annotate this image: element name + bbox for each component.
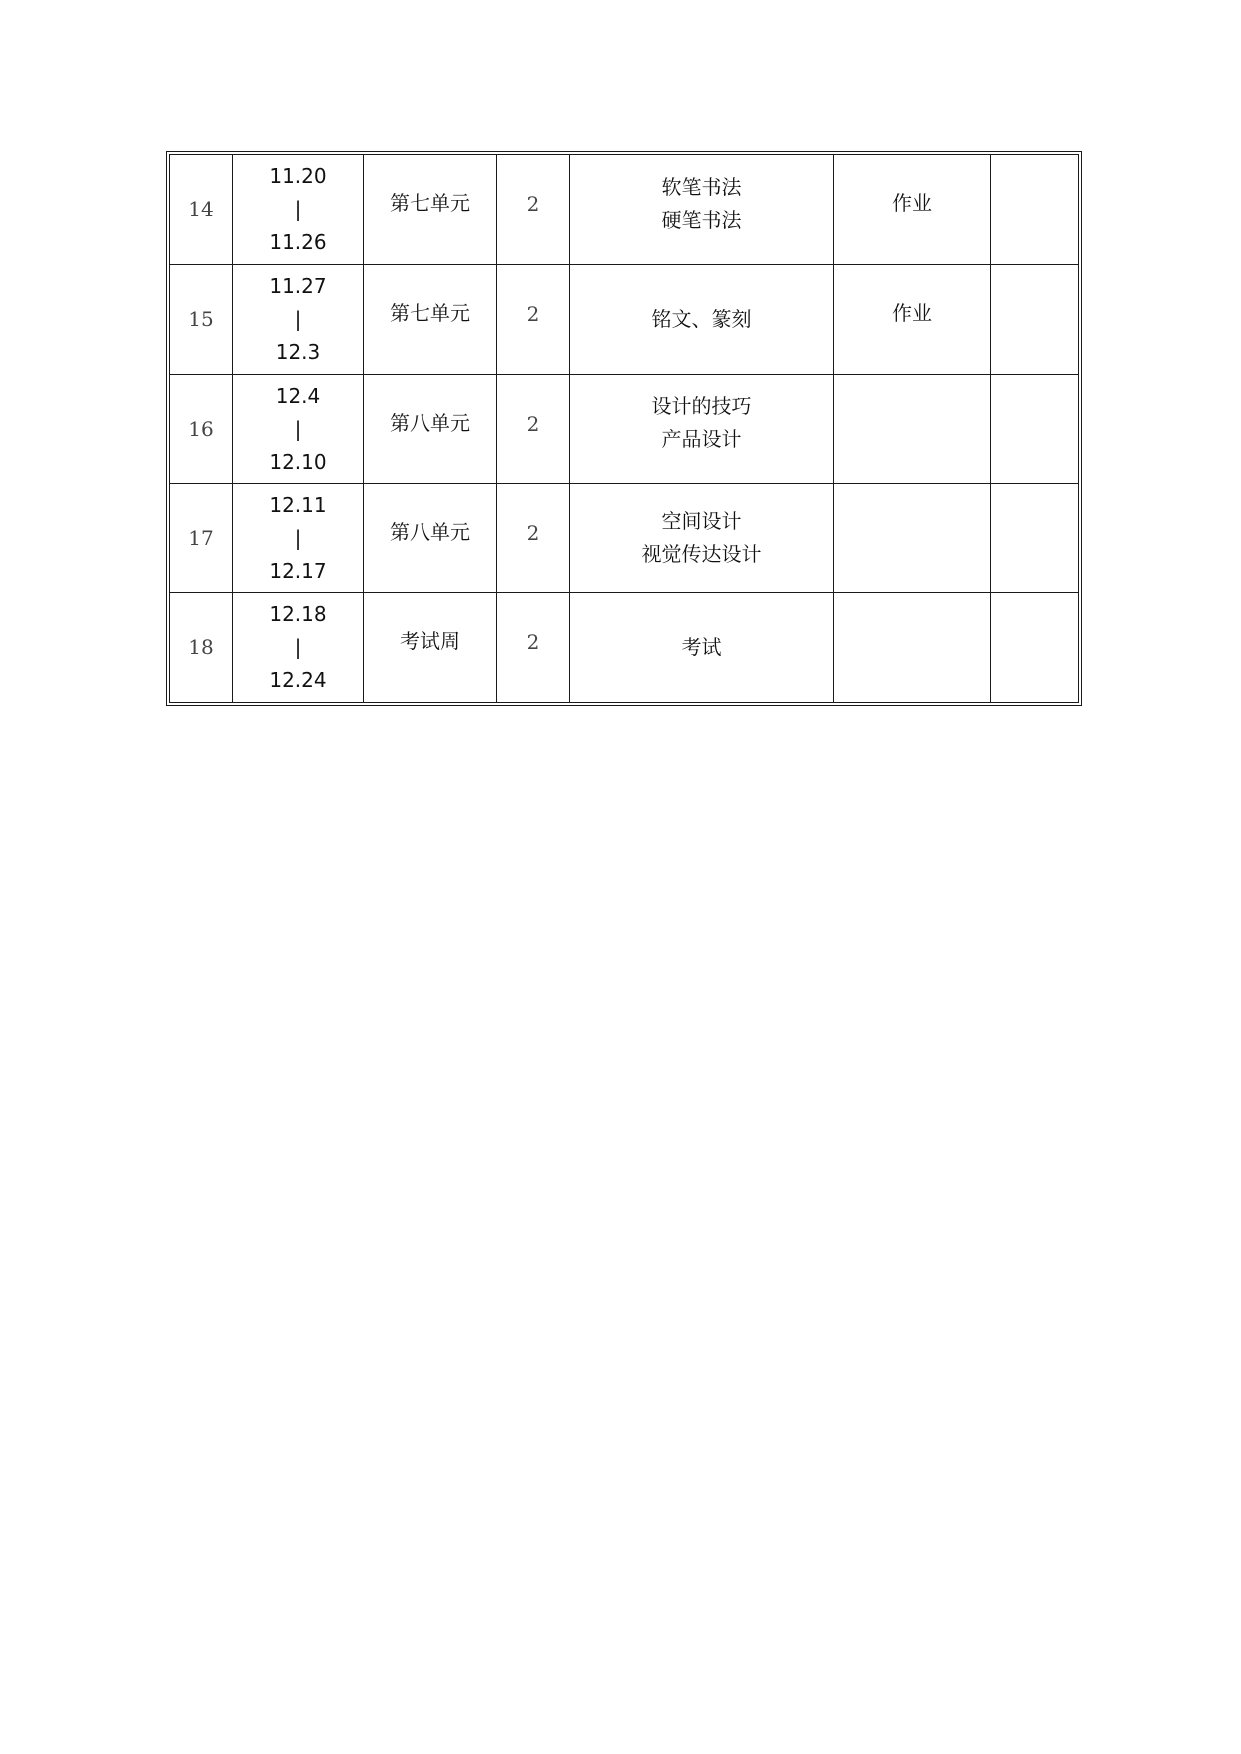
homework-label: 作业 [892,301,932,325]
date-range-cell [233,375,364,484]
week-number: 16 [188,416,214,441]
week-number-cell [170,484,233,593]
date-separator: | [291,525,305,550]
date-end: 12.17 [269,558,327,583]
week-number: 17 [188,525,214,550]
homework-cell [834,155,991,265]
week-number-cell [170,375,233,484]
week-number: 18 [188,635,214,659]
note-cell [991,484,1079,593]
note-cell [991,593,1079,703]
topic-line: 铭文、篆刻 [651,307,752,331]
date-separator: | [291,416,305,441]
date-end: 12.24 [269,668,327,692]
date-range-cell [233,484,364,593]
hours-cell [497,155,570,265]
date-separator: | [291,635,305,659]
homework-cell [834,375,991,484]
schedule-table [169,154,1079,703]
homework-cell [834,484,991,593]
date-start: 12.18 [269,602,327,626]
topic-line: 软笔书法 [661,174,742,199]
week-number: 15 [188,307,214,331]
topic-cell [570,484,834,593]
unit-cell [364,484,497,593]
topic-cell [570,265,834,375]
table-row [170,265,1079,375]
topic-cell [570,155,834,265]
unit-label: 第七单元 [390,301,470,325]
homework-cell [834,265,991,375]
date-range-cell [233,593,364,703]
table-row [170,375,1079,484]
week-number: 14 [188,197,214,221]
date-range-cell [233,265,364,375]
topic-line: 考试 [681,635,722,659]
topic-line: 视觉传达设计 [641,542,762,566]
hours-cell [497,265,570,375]
hours-cell [497,593,570,703]
date-separator: | [291,197,305,221]
topic-line: 产品设计 [661,427,742,451]
hours-cell [497,375,570,484]
homework-cell [834,593,991,703]
topic-cell [570,375,834,484]
hours-value: 2 [526,302,540,326]
hours-cell [497,484,570,593]
topic-line: 设计的技巧 [651,394,752,418]
hours-value: 2 [526,192,540,216]
unit-label: 第八单元 [390,519,470,544]
table-row [170,593,1079,703]
schedule-table-frame [166,151,1082,706]
date-end: 11.26 [269,230,327,254]
table-row [170,155,1079,265]
date-start: 11.27 [269,274,327,298]
date-separator: | [291,307,305,331]
note-cell [991,375,1079,484]
unit-cell [364,155,497,265]
date-start: 12.4 [275,383,321,408]
topic-line: 硬笔书法 [661,207,742,232]
homework-label: 作业 [892,191,932,215]
topic-cell [570,593,834,703]
table-row [170,484,1079,593]
date-range-cell [233,155,364,265]
date-end: 12.3 [275,340,321,364]
unit-label: 第八单元 [390,410,470,435]
unit-cell [364,375,497,484]
hours-value: 2 [526,630,540,654]
date-start: 11.20 [269,164,327,188]
note-cell [991,155,1079,265]
unit-label: 考试周 [400,629,460,653]
week-number-cell [170,155,233,265]
hours-value: 2 [526,520,540,545]
unit-cell [364,265,497,375]
hours-value: 2 [526,411,540,436]
week-number-cell [170,593,233,703]
date-end: 12.10 [269,449,327,474]
unit-label: 第七单元 [390,191,470,215]
date-start: 12.11 [269,492,327,517]
note-cell [991,265,1079,375]
topic-line: 空间设计 [661,509,742,533]
week-number-cell [170,265,233,375]
unit-cell [364,593,497,703]
